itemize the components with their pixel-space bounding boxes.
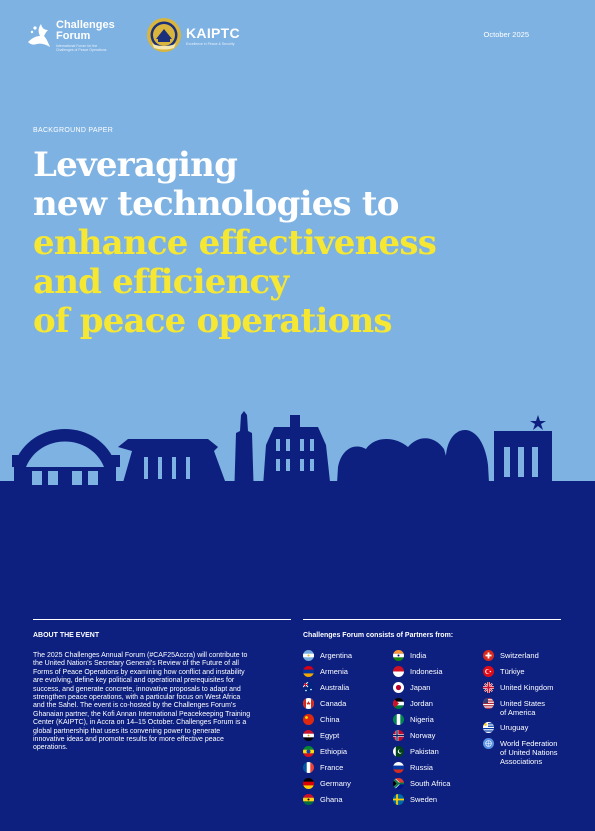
partner-item bbox=[393, 682, 450, 698]
partner-name: France bbox=[320, 763, 344, 772]
partners-divider bbox=[303, 619, 561, 620]
armenia-flag-icon bbox=[303, 666, 314, 677]
partner-name: Indonesia bbox=[410, 667, 443, 676]
india-flag-icon bbox=[393, 650, 404, 661]
usa-flag-icon bbox=[483, 698, 494, 709]
partner-item bbox=[393, 730, 450, 746]
kaiptc-seal-icon bbox=[146, 17, 182, 53]
title-line-highlight: and efficiency bbox=[33, 262, 289, 302]
partners-heading: Challenges Forum consists of Partners from: bbox=[303, 632, 454, 639]
partner-item bbox=[393, 762, 450, 778]
ghana-flag-icon bbox=[303, 794, 314, 805]
cover-title bbox=[33, 146, 436, 341]
kaiptc-tagline: Excellence in Peace & Security bbox=[186, 41, 235, 46]
partner-name: Argentina bbox=[320, 651, 353, 660]
partner-name: Russia bbox=[410, 763, 433, 772]
indonesia-flag-icon bbox=[393, 666, 404, 677]
germany-flag-icon bbox=[303, 778, 314, 789]
partner-name: Egypt bbox=[320, 731, 340, 740]
partner-name: Nigeria bbox=[410, 715, 434, 724]
document-type-label: BACKGROUND PAPER bbox=[33, 127, 114, 134]
partners-column-1 bbox=[303, 650, 352, 810]
partner-item bbox=[303, 794, 352, 810]
title-line: new technologies to bbox=[33, 184, 399, 224]
argentina-flag-icon bbox=[303, 650, 314, 661]
challenges-forum-tagline: International Forum for the Challenges of Peace Operations bbox=[56, 44, 107, 52]
kaiptc-name: KAIPTC bbox=[186, 24, 240, 41]
partner-item bbox=[483, 738, 558, 772]
norway-flag-icon bbox=[393, 730, 404, 741]
dove-icon bbox=[26, 20, 52, 50]
partner-name: South Africa bbox=[410, 779, 451, 788]
partner-item bbox=[393, 794, 450, 810]
partner-name: Canada bbox=[320, 699, 347, 708]
egypt-flag-icon bbox=[303, 730, 314, 741]
partner-item bbox=[303, 682, 352, 698]
partner-name: Norway bbox=[410, 731, 436, 740]
partner-name: Armenia bbox=[320, 667, 348, 676]
partner-item bbox=[483, 682, 558, 698]
partner-item bbox=[483, 650, 558, 666]
partner-name: China bbox=[320, 715, 340, 724]
partner-name: World Federation of United Nations Associations bbox=[500, 739, 558, 766]
partner-item bbox=[303, 730, 352, 746]
partner-item bbox=[303, 698, 352, 714]
south-africa-flag-icon bbox=[393, 778, 404, 789]
partners-column-2 bbox=[393, 650, 450, 810]
partner-name: Ethiopia bbox=[320, 747, 348, 756]
switzerland-flag-icon bbox=[483, 650, 494, 661]
partner-name: Germany bbox=[320, 779, 351, 788]
china-flag-icon bbox=[303, 714, 314, 725]
nigeria-flag-icon bbox=[393, 714, 404, 725]
jordan-flag-icon bbox=[393, 698, 404, 709]
partner-name: Switzerland bbox=[500, 651, 539, 660]
title-line: Leveraging bbox=[33, 145, 238, 185]
partner-item bbox=[393, 778, 450, 794]
canada-flag-icon bbox=[303, 698, 314, 709]
partner-name: United States of America bbox=[500, 699, 546, 717]
challenges-forum-logo bbox=[26, 20, 115, 52]
partner-item bbox=[393, 714, 450, 730]
partner-name: Türkiye bbox=[500, 667, 525, 676]
accra-skyline-illustration bbox=[0, 405, 595, 500]
partner-name: Sweden bbox=[410, 795, 438, 804]
uruguay-flag-icon bbox=[483, 722, 494, 733]
partner-item bbox=[303, 762, 352, 778]
partner-name: Uruguay bbox=[500, 723, 529, 732]
partner-name: United Kingdom bbox=[500, 683, 554, 692]
partner-item bbox=[393, 698, 450, 714]
partner-name: Australia bbox=[320, 683, 350, 692]
challenges-forum-name-line1: Challenges bbox=[56, 19, 115, 31]
partner-item bbox=[483, 698, 558, 722]
challenges-forum-name-line2: Forum bbox=[56, 30, 91, 42]
kaiptc-logo bbox=[146, 17, 240, 53]
france-flag-icon bbox=[303, 762, 314, 773]
about-body: The 2025 Challenges Annual Forum (#CAF25Accra) will contribute to the United Nation’s Secretary General’s Review of the Future of all Forms of Peace Operations by examining how conflict and instability are evolving, define key political and operational prerequisites for success, and generate concrete, innovative proposals to adapt and strengthen peace operations, with a particular focus on West Africa and the Sahel. The event is co-hosted by the Challenges Forum’s Ghanaian partner, the Kofi Annan International Peacekeeping Training Center (KAIPTC), in Accra on 14–15 October. Challenges Forum is a global partnership that uses its convening power to generate innovative ideas and promote results for more effective peace operations. bbox=[33, 652, 251, 752]
russia-flag-icon bbox=[393, 762, 404, 773]
partner-name: Pakistan bbox=[410, 747, 439, 756]
about-divider bbox=[33, 619, 291, 620]
partners-column-3 bbox=[483, 650, 558, 772]
australia-flag-icon bbox=[303, 682, 314, 693]
pakistan-flag-icon bbox=[393, 746, 404, 757]
title-line-highlight: of peace operations bbox=[33, 301, 392, 341]
sweden-flag-icon bbox=[393, 794, 404, 805]
partner-item bbox=[303, 666, 352, 682]
partner-item bbox=[393, 666, 450, 682]
partner-name: India bbox=[410, 651, 427, 660]
partner-name: Ghana bbox=[320, 795, 343, 804]
about-heading: ABOUT THE EVENT bbox=[33, 632, 100, 639]
partner-item bbox=[393, 650, 450, 666]
partner-item bbox=[483, 722, 558, 738]
publication-date: October 2025 bbox=[483, 30, 529, 39]
partner-item bbox=[483, 666, 558, 682]
united-kingdom-flag-icon bbox=[483, 682, 494, 693]
partner-name: Jordan bbox=[410, 699, 433, 708]
title-line-highlight: enhance effectiveness bbox=[33, 223, 437, 263]
japan-flag-icon bbox=[393, 682, 404, 693]
turkiye-flag-icon bbox=[483, 666, 494, 677]
wfuna-flag-icon bbox=[483, 738, 494, 749]
partner-name: Japan bbox=[410, 683, 431, 692]
partner-item bbox=[303, 778, 352, 794]
ethiopia-flag-icon bbox=[303, 746, 314, 757]
partner-item bbox=[303, 714, 352, 730]
partner-item bbox=[393, 746, 450, 762]
partner-item bbox=[303, 650, 352, 666]
partner-item bbox=[303, 746, 352, 762]
